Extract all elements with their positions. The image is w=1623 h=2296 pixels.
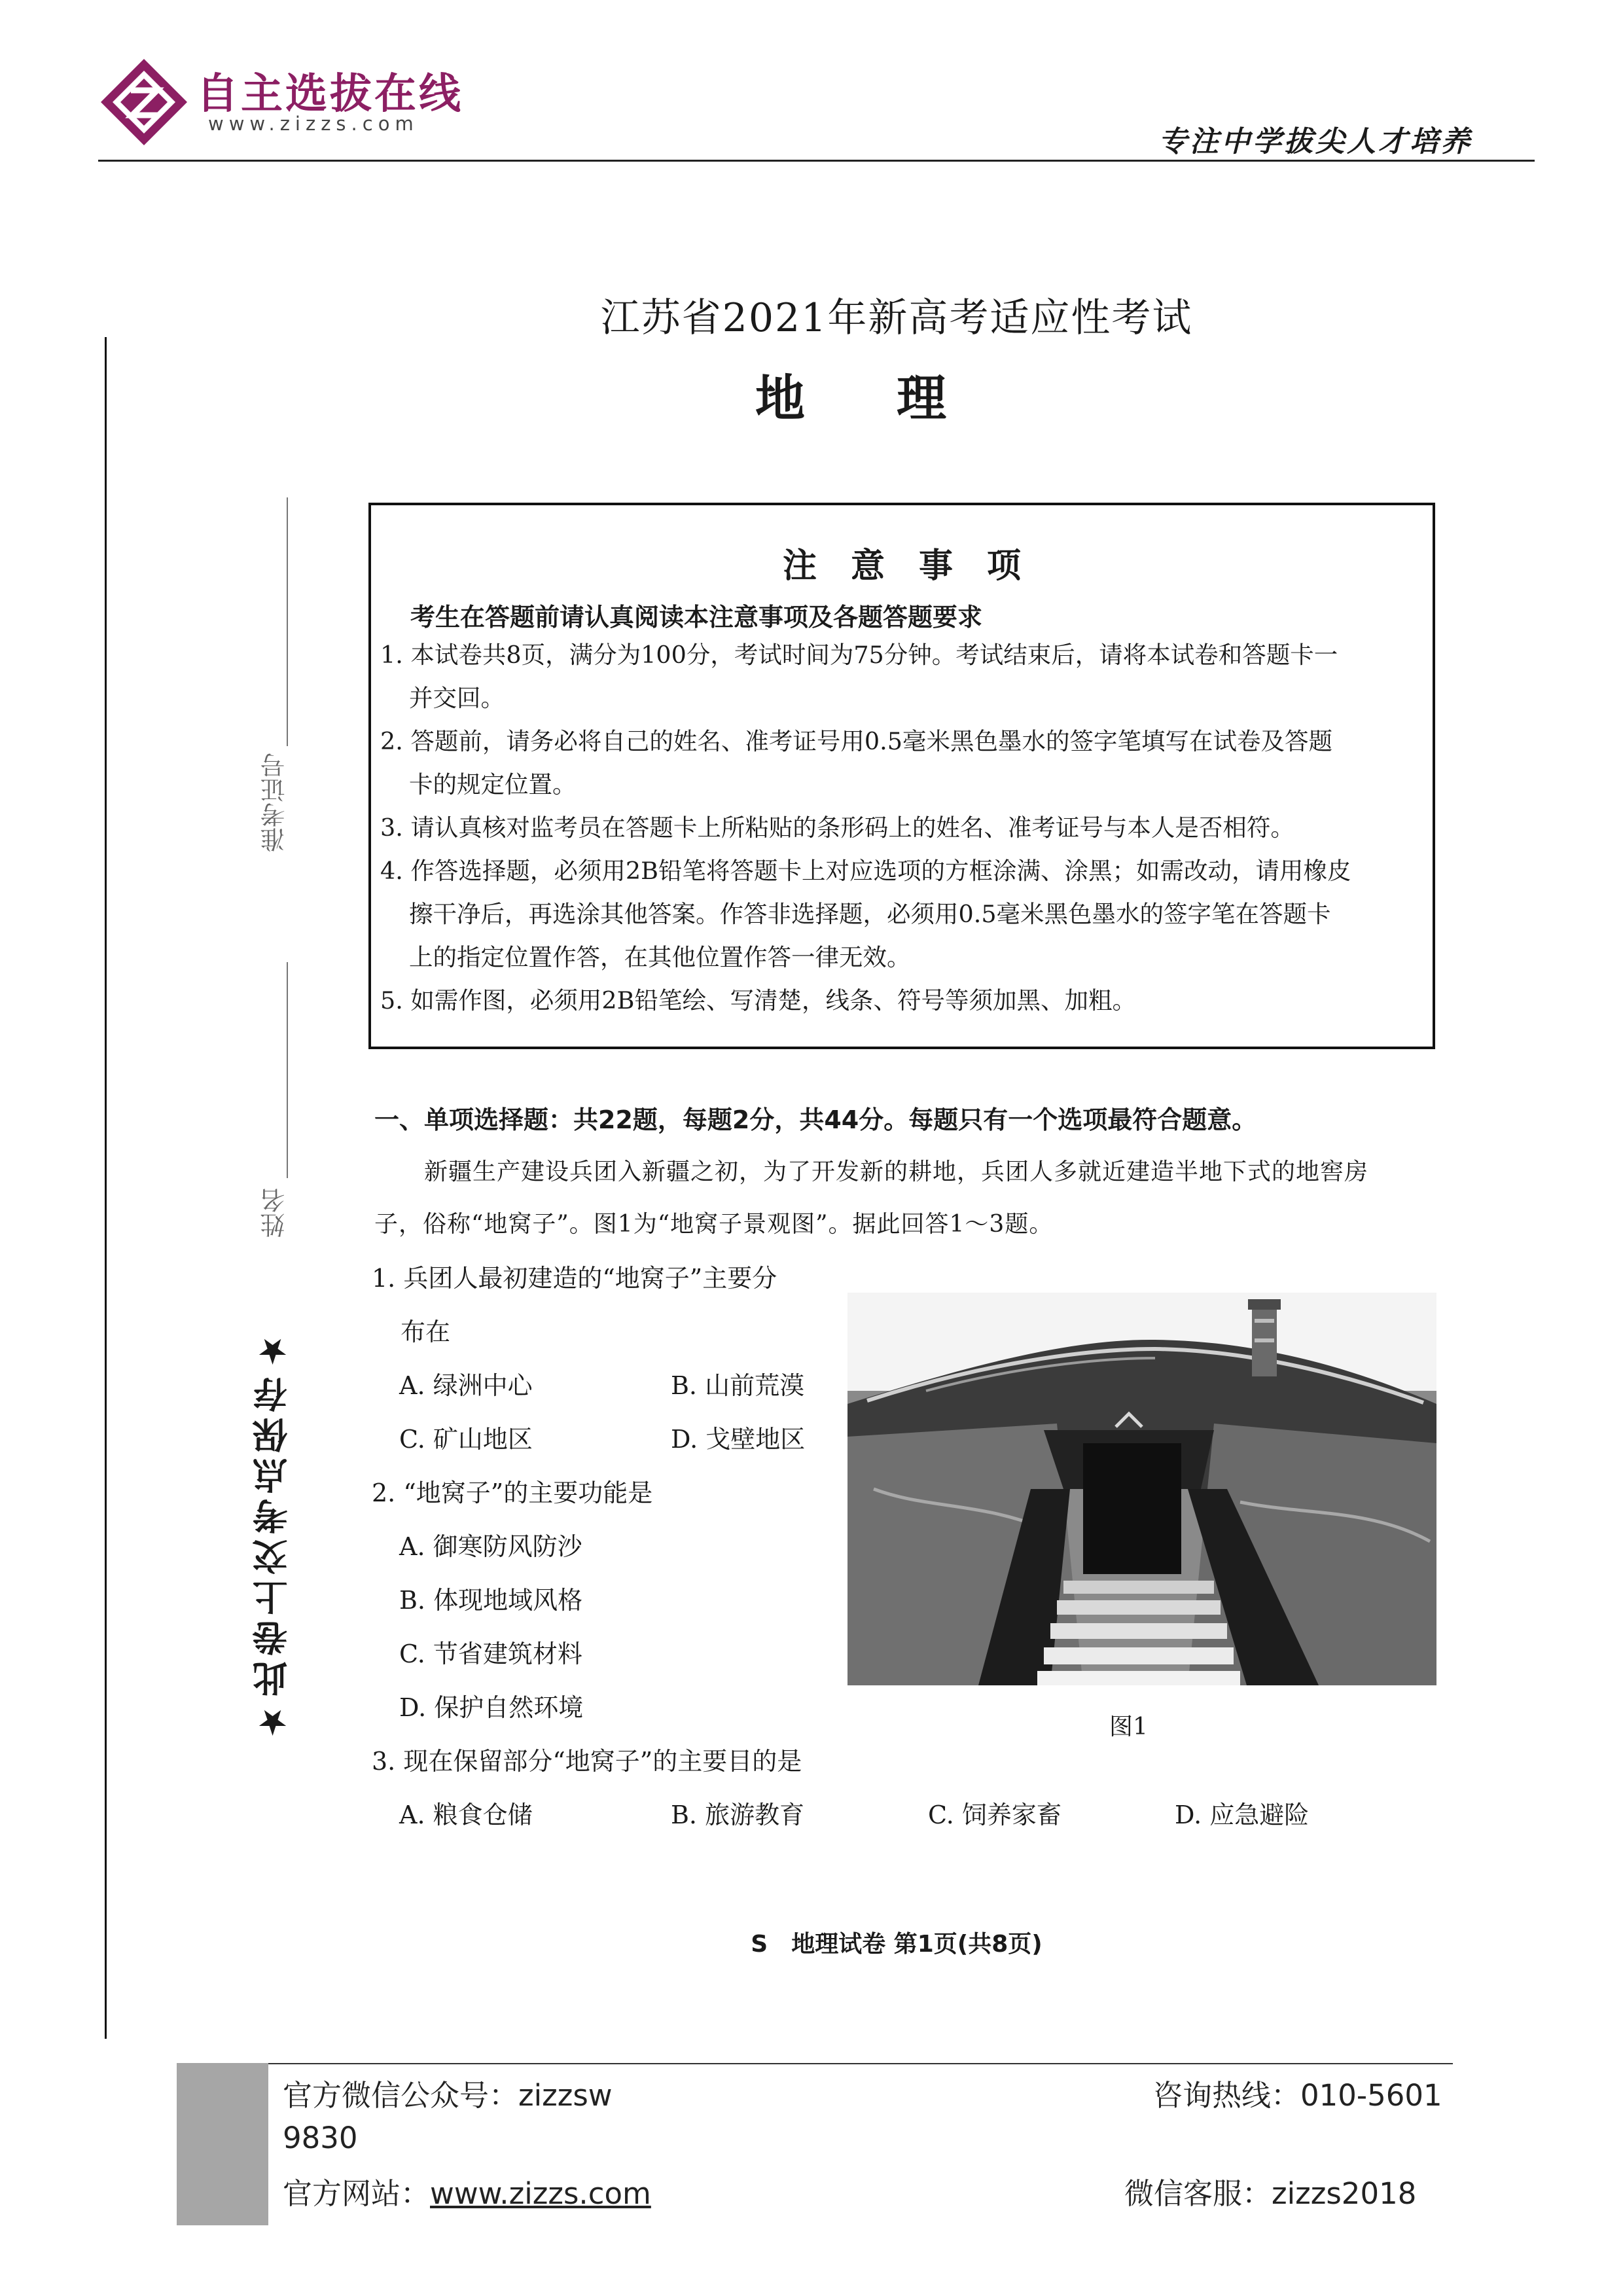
question-1-option-d[interactable]: D. 戈壁地区 [671,1425,806,1454]
subject-title: 地理 [755,369,1038,427]
question-1-option-c[interactable]: C. 矿山地区 [399,1425,533,1454]
question-3-option-a[interactable]: A. 粮食仓储 [399,1801,533,1829]
notice-title: 注意事项 [782,547,1055,586]
footer-wechat-service: 微信客服：zizzs2018 [1124,2176,1417,2211]
header-slogan: 专注中学拔尖人才培养 [1158,125,1472,158]
notice-item-1-cont: 并交回。 [409,684,505,712]
notice-item-1: 1. 本试卷共8页，满分为100分，考试时间为75分钟。考试结束后，请将本试卷和答题卡一 [380,641,1338,669]
notice-box [368,503,1435,1049]
exam-title: 江苏省2021年新高考适应性考试 [600,295,1193,341]
notice-item-4-cont: 擦干净后，再选涂其他答案。作答非选择题，必须用0.5毫米黑色墨水的签字笔在答题卡 [409,900,1331,928]
figure-1-caption: 图1 [1109,1713,1148,1740]
notice-item-4-cont-2: 上的指定位置作答，在其他位置作答一律无效。 [409,943,911,971]
question-1-stem-cont: 布在 [401,1318,451,1346]
question-3-stem: 3. 现在保留部分“地窝子”的主要目的是 [372,1747,802,1776]
brand-name: 自主选拔在线 [196,70,463,118]
page-number-footer: S 地理试卷 第1页(共8页) [751,1931,1043,1958]
notice-item-3: 3. 请认真核对监考员在答题卡上所粘贴的条形码上的姓名、准考证号与本人是否相符。 [380,814,1294,842]
notice-item-2-cont: 卡的规定位置。 [409,770,577,798]
question-2-option-a[interactable]: A. 御寒防风防沙 [399,1532,582,1561]
footer-wechat-account-cont: 9830 [283,2121,358,2155]
name-label: 姓名 [260,1188,289,1238]
question-1-stem: 1. 兵团人最初建造的“地窝子”主要分 [372,1264,777,1293]
header-divider [98,160,1535,162]
question-3-option-d[interactable]: D. 应急避险 [1175,1801,1310,1829]
footer-website-label: 官方网站： [283,2176,431,2211]
notice-item-5: 5. 如需作图，必须用2B铅笔绘、写清楚，线条、符号等须加黑、加粗。 [380,986,1136,1014]
notice-item-2: 2. 答题前，请务必将自己的姓名、准考证号用0.5毫米黑色墨水的签字笔填写在试卷及答题 [380,727,1332,755]
footer-divider [177,2063,1453,2064]
name-fill-line [287,962,288,1178]
question-2-option-c[interactable]: C. 节省建筑材料 [399,1640,582,1668]
footer-gray-block [177,2063,268,2225]
question-2-stem: 2. “地窝子”的主要功能是 [372,1479,653,1507]
question-3-option-c[interactable]: C. 饲养家畜 [928,1801,1061,1829]
footer-wechat-account: 官方微信公众号：zizzsw [283,2078,613,2113]
notice-lead: 考生在答题前请认真阅读本注意事项及各题答题要求 [410,603,983,632]
brand-url[interactable]: www.zizzs.com [208,113,419,135]
footer-website [283,2170,651,2212]
figure-1-dugout-photo [847,1293,1436,1685]
question-2-option-d[interactable]: D. 保护自然环境 [399,1693,584,1722]
footer-website-link[interactable]: www.zizzs.com [430,2176,651,2211]
intro-paragraph-line-1: 新疆生产建设兵团入新疆之初，为了开发新的耕地，兵团人多就近建造半地下式的地窖房 [424,1158,1369,1185]
section-heading: 一、单项选择题：共22题，每题2分，共44分。每题只有一个选项最符合题意。 [374,1105,1257,1134]
notice-item-4: 4. 作答选择题，必须用2B铅笔将答题卡上对应选项的方框涂满、涂黑；如需改动，请用橡皮 [380,857,1351,885]
binding-margin-line [105,337,107,2039]
brand-logo-icon [98,56,190,148]
keep-exam-notice: ★此卷上交考点保存★ [252,1325,293,1743]
exam-number-label: 准考证号 [260,753,289,852]
exam-number-fill-line [287,497,288,746]
question-1-option-b[interactable]: B. 山前荒漠 [671,1371,805,1400]
intro-paragraph-line-2: 子，俗称“地窝子”。图1为“地窝子景观图”。据此回答1～3题。 [374,1211,1054,1238]
question-1-option-a[interactable]: A. 绿洲中心 [399,1371,533,1400]
question-3-option-b[interactable]: B. 旅游教育 [671,1801,805,1829]
footer-hotline: 咨询热线：010-5601 [1153,2078,1442,2113]
question-2-option-b[interactable]: B. 体现地域风格 [399,1586,583,1615]
